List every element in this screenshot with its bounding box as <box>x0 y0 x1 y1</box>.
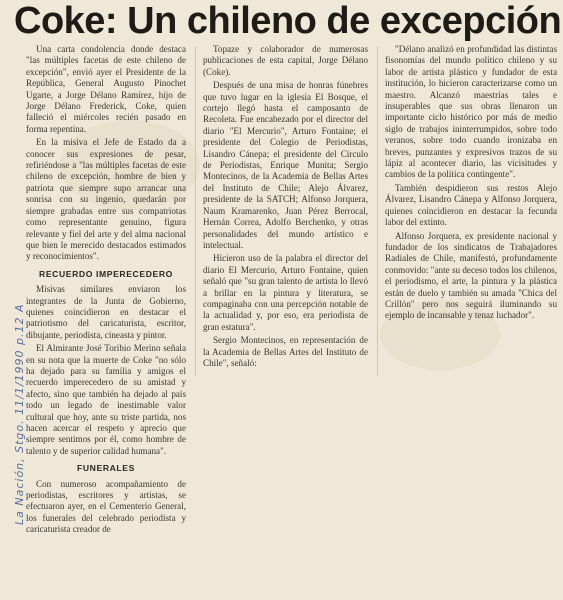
article-column-2 <box>203 44 368 384</box>
article-column-1 <box>26 44 186 600</box>
paragraph: El Almirante José Toribio Merino señala en su nota que la muerte de Coke "no sólo ha dejado para su familia y amigos el recuerdo imperecedero de su amistad y afecto, sino que también ha dejado al país todo un legado de inestimable valor cultural que hoy, ante su triste partida, nos hacen acercar el respeto y aprecio que siempre sentimos por él, como hombre de talento y de superior calidad humana". <box>26 343 186 456</box>
subheading: FUNERALES <box>77 463 135 474</box>
paragraph: En la misiva el Jefe de Estado da a conocer sus expresiones de pesar, refiriéndose a "las múltiples facetas de este chileno de excepción, hombre de bien y patriota que siempre supo arrancar una sonrisa con su ingenio, quedarán por siempre grabadas entre sus compatriotas como representante genuino, figura relevante y fiel del arte y del alma nacional que bien le merecido destacados estimados y reconocimientos". <box>26 137 186 262</box>
paragraph: "Délano analizó en profundidad las distintas fisonomías del mundo político chileno y su labor de artista plástico y fundador de esta institución, lo hicieron caracterizarse como un maestro. Alcanzó maestrías tales e insuperables que sus obras llenaron un importante ciclo histórico por más de medio siglo de trabajos ininterrumpidos, sobre todo veranos, sobre todo cuando ironizaba en breves, punzantes y expresivos trazos de su lápiz al acontecer diario, las vicisitudes y cambios de la política contingente". <box>385 44 557 180</box>
paragraph: Una carta condolencia donde destaca "las múltiples facetas de este chileno de excepción", envió ayer el Presidente de la República, General Augusto Pinochet Ugarte, a Jorge Délano Ramírez, hijo de Jorge Délano Frederick, Coke, quien falleció el miércoles recién pasado en forma repentina. <box>26 44 186 134</box>
paragraph: Alfonso Jorquera, ex presidente nacional y fundador de los sindicatos de Trabajadores Radiales de Chile, manifestó, profundamente conmovido: "ante su deceso todos los chilenos, el periodismo, el arte, la pintura y la plástica están de duelo y también su amada "Chica del Crillón" pero nos seguirá iluminando su ejemplo de incansable y tenaz luchador". <box>385 230 557 321</box>
column-divider <box>377 46 378 376</box>
paragraph: También despidieron sus restos Alejo Álvarez, Lisandro Cánepa y Alfonso Jorquera, quienes coincidieron en destacar la fecunda labor del extinto. <box>385 182 557 228</box>
paragraph: Hicieron uso de la palabra el director del diario El Mercurio, Arturo Fontaine, quien señaló que "su gran talento de artista lo llevó a brillar en la pintura y literatura, se compaginaba con una percepción notable de la actualidad y, por eso, era periodista de gran estatura". <box>203 253 368 332</box>
handwritten-source-note: La Nación, Stgo. 11/1/1990 p.12 A <box>13 303 26 525</box>
paragraph: Misivas similares enviaron los integrantes de la Junta de Gobierno, quienes coincidieron en destacar el patriotismo del caricaturista, escritor, dibujante, periodista, cineasta y pintor. <box>26 284 186 340</box>
subheading: RECUERDO IMPERECEDERO <box>39 268 173 279</box>
column-divider <box>195 46 196 376</box>
paragraph: Topaze y colaborador de numerosas publicaciones de esta capital, Jorge Délano (Coke). <box>203 44 368 77</box>
paragraph: Con numeroso acompañamiento de periodistas, escritores y artistas, se efectuaron ayer, en el Cementerio General, los funerales del celebrado periodista y caricaturista creador de <box>26 478 186 535</box>
headline: Coke: Un chileno de excepción <box>14 0 562 42</box>
article-column-3 <box>385 44 557 384</box>
paragraph: Después de una misa de honras fúnebres que tuvo lugar en la iglesia El Bosque, el cortejo llegó hasta el camposanto de Recoleta. Fue encabezado por el director del diario "El Mercurio", Arturo Fontaine; el presidente del Colegio de Periodistas, Lisandro Cánepa; el presidente del Círculo de Periodistas, Enrique Munita; Sergio Montecinos, de la Academia de Bellas Artes del Instituto de Chile; Alejo Álvarez, presidente de la SATCH; Alfonso Jorquera, Naum Kramarenko, Juan Pérez Berrocal, Hernán Correa, Adolfo Berchenko, y otras personalidades del mundo artístico e intelectual. <box>203 80 368 250</box>
paragraph: Sergio Montecinos, en representación de la Academia de Bellas Artes del Instituto de Chile", señaló: <box>203 335 368 368</box>
